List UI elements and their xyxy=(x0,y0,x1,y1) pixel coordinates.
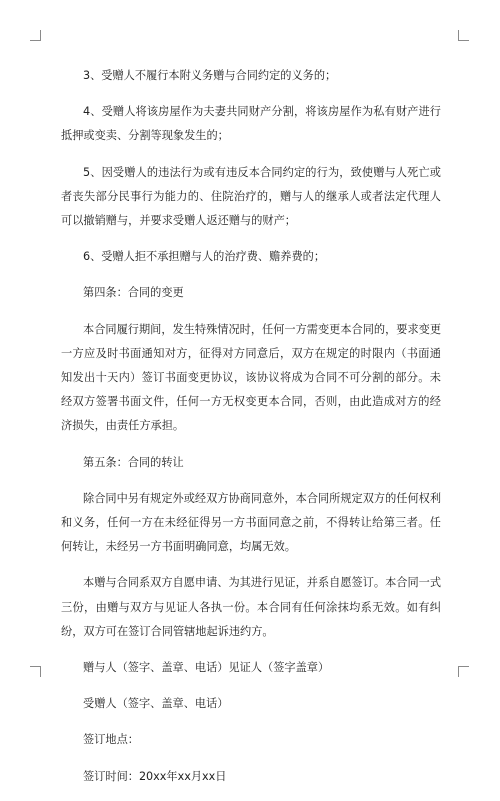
signing-place-line: 签订地点： xyxy=(83,733,139,747)
clause-6: 6、受赠人拒不承担赠与人的治疗费、赡养费的； xyxy=(83,250,326,264)
crop-mark-bottom-right xyxy=(458,666,469,677)
clause-5: 5、因受赠人的违法行为或有违反本合同约定的行为，致使赠与人死亡或者丧失部分民事行为能力的、住院治疗的，赠与人的继承人或者法定代理人可以撤销赠与，并要求受赠人返还赠与的财产； xyxy=(61,165,441,228)
article-5-heading: 第五条：合同的转让 xyxy=(83,455,184,469)
document-body xyxy=(61,64,441,801)
clause-3: 3、受赠人不履行本附义务赠与合同约定的义务的； xyxy=(83,69,337,82)
crop-mark-bottom-left xyxy=(30,666,41,677)
crop-mark-top-left xyxy=(30,30,41,41)
clause-4: 4、受赠人将该房屋作为夫妻共同财产分割，将该房屋作为私有财产进行抵押或变卖、分割等现象发生的； xyxy=(61,105,441,143)
donee-signature-line: 受赠人（签字、盖章、电话） xyxy=(83,697,229,711)
crop-mark-top-right xyxy=(458,30,469,41)
article-4-body: 本合同履行期间，发生特殊情况时，任何一方需变更本合同的，要求变更一方应及时书面通知对方，征得对方同意后，双方在规定的时限内（书面通知发出十天内）签订书面变更协议，该协议将成为合同不可分割的部分。未经双方签署书面文件，任何一方无权变更本合同，否则，由此造成对方的经济损失，由责任方承担。 xyxy=(61,322,442,433)
witness-statement: 本赠与合同系双方自愿申请、为其进行见证，并系自愿签订。本合同一式三份，由赠与双方与见证人各执一份。本合同有任何涂抹均系无效。如有纠纷，双方可在签订合同管辖地起诉违约方。 xyxy=(61,576,442,638)
article-4-heading: 第四条：合同的变更 xyxy=(83,286,184,300)
signing-date-line: 签订时间：20xx年xx月xx日 xyxy=(83,769,227,783)
donor-signature-line: 赠与人（签字、盖章、电话）见证人（签字盖章） xyxy=(83,661,330,675)
article-5-body: 除合同中另有规定外或经双方协商同意外，本合同所规定双方的任何权利和义务，任何一方在未经征得另一方书面同意之前，不得转让给第三者。任何转让，未经另一方书面明确同意，均属无效。 xyxy=(61,491,442,554)
